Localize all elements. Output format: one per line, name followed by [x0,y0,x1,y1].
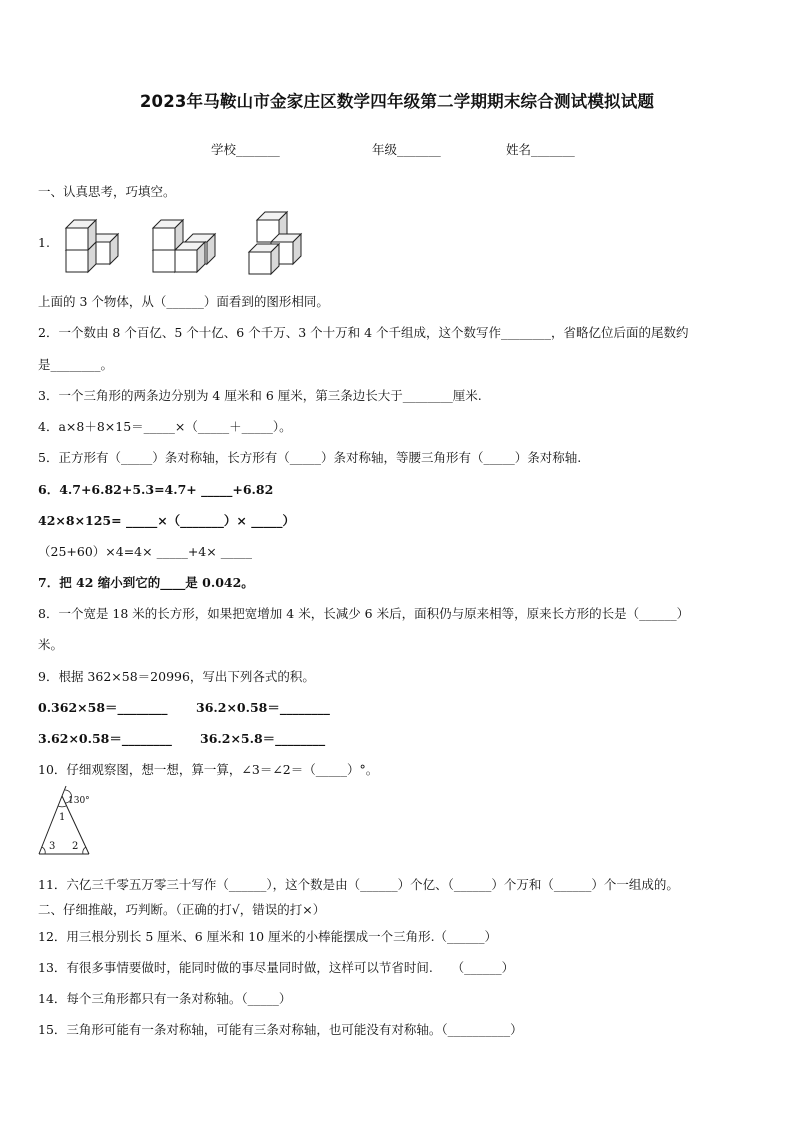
q3-text: 3．一个三角形的两条边分别为 4 厘米和 6 厘米，第三条边长大于________厘米. [38,388,482,403]
q6-line3: （25+60）×4=4× _____+4× _____ [38,544,252,559]
q8-line2: 米。 [38,637,64,652]
q6-line2: 42×8×125= _____×（_______）× _____） [38,513,296,528]
q9-d: 36.2×5.8＝________ [200,731,326,746]
angle-3-label: 3 [49,841,56,852]
q5-text: 5．正方形有（_____）条对称轴，长方形有（_____）条对称轴，等腰三角形有（_____）条对称轴. [38,450,582,465]
q1-number: 1. [38,235,50,250]
q4-text: 4．a×8＋8×15＝_____×（_____＋_____）。 [38,419,292,434]
q2-line1: 2．一个数由 8 个百亿、5 个十亿、6 个千万、3 个十万和 4 个千组成，这个数写作________，省略亿位后面的尾数约 [38,325,689,340]
q12-text: 12．用三根分别长 5 厘米、6 厘米和 10 厘米的小棒能摆成一个三角形.（______） [38,929,498,944]
q6-line1: 6．4.7+6.82+5.3=4.7+ _____+6.82 [38,482,274,497]
grade-field: 年级_______ [372,142,441,157]
figure-a [66,220,118,272]
q9-c: 3.62×0.58＝________ [38,731,172,746]
q9-line1: 9．根据 362×58＝20996，写出下列各式的积。 [38,669,315,684]
q2-line2: 是________。 [38,357,114,372]
school-field: 学校_______ [211,142,280,157]
angle-130-label: 130° [68,796,90,806]
q9-b: 36.2×0.58＝________ [196,700,330,715]
figure-c [249,212,301,274]
section-2-heading: 二、仔细推敲，巧判断。（正确的打√，错误的打×） [38,902,326,917]
cube-figures [60,210,320,280]
q10-text: 10．仔细观察图，想一想，算一算，∠3＝∠2＝（_____）°。 [38,762,379,777]
q11-text: 11．六亿三千零五万零三十写作（______），这个数是由（______）个亿、（______）个万和（______）个一组成的。 [38,877,679,892]
q13-text: 13．有很多事情要做时，能同时做的事尽量同时做，这样可以节省时间. （______） [38,960,515,975]
q9-a: 0.362×58＝________ [38,700,168,715]
page-title: 2023年马鞍山市金家庄区数学四年级第二学期期末综合测试模拟试题 [139,92,655,111]
q7-text: 7．把 42 缩小到它的____是 0.042。 [38,575,254,590]
q1-text: 上面的 3 个物体，从（______）面看到的图形相同。 [38,294,329,309]
q15-text: 15．三角形可能有一条对称轴，可能有三条对称轴，也可能没有对称轴。（__________） [38,1022,523,1037]
name-field: 姓名_______ [506,142,575,157]
angle-1-label: 1 [59,812,66,823]
angle-2-label: 2 [72,841,79,852]
q8-line1: 8．一个宽是 18 米的长方形，如果把宽增加 4 米，长减少 6 米后，面积仍与原来相等，原来长方形的长是（______） [38,606,690,621]
q14-text: 14．每个三角形都只有一条对称轴。（_____） [38,991,292,1006]
figure-b [153,220,215,272]
section-1-heading: 一、认真思考，巧填空。 [38,184,176,199]
